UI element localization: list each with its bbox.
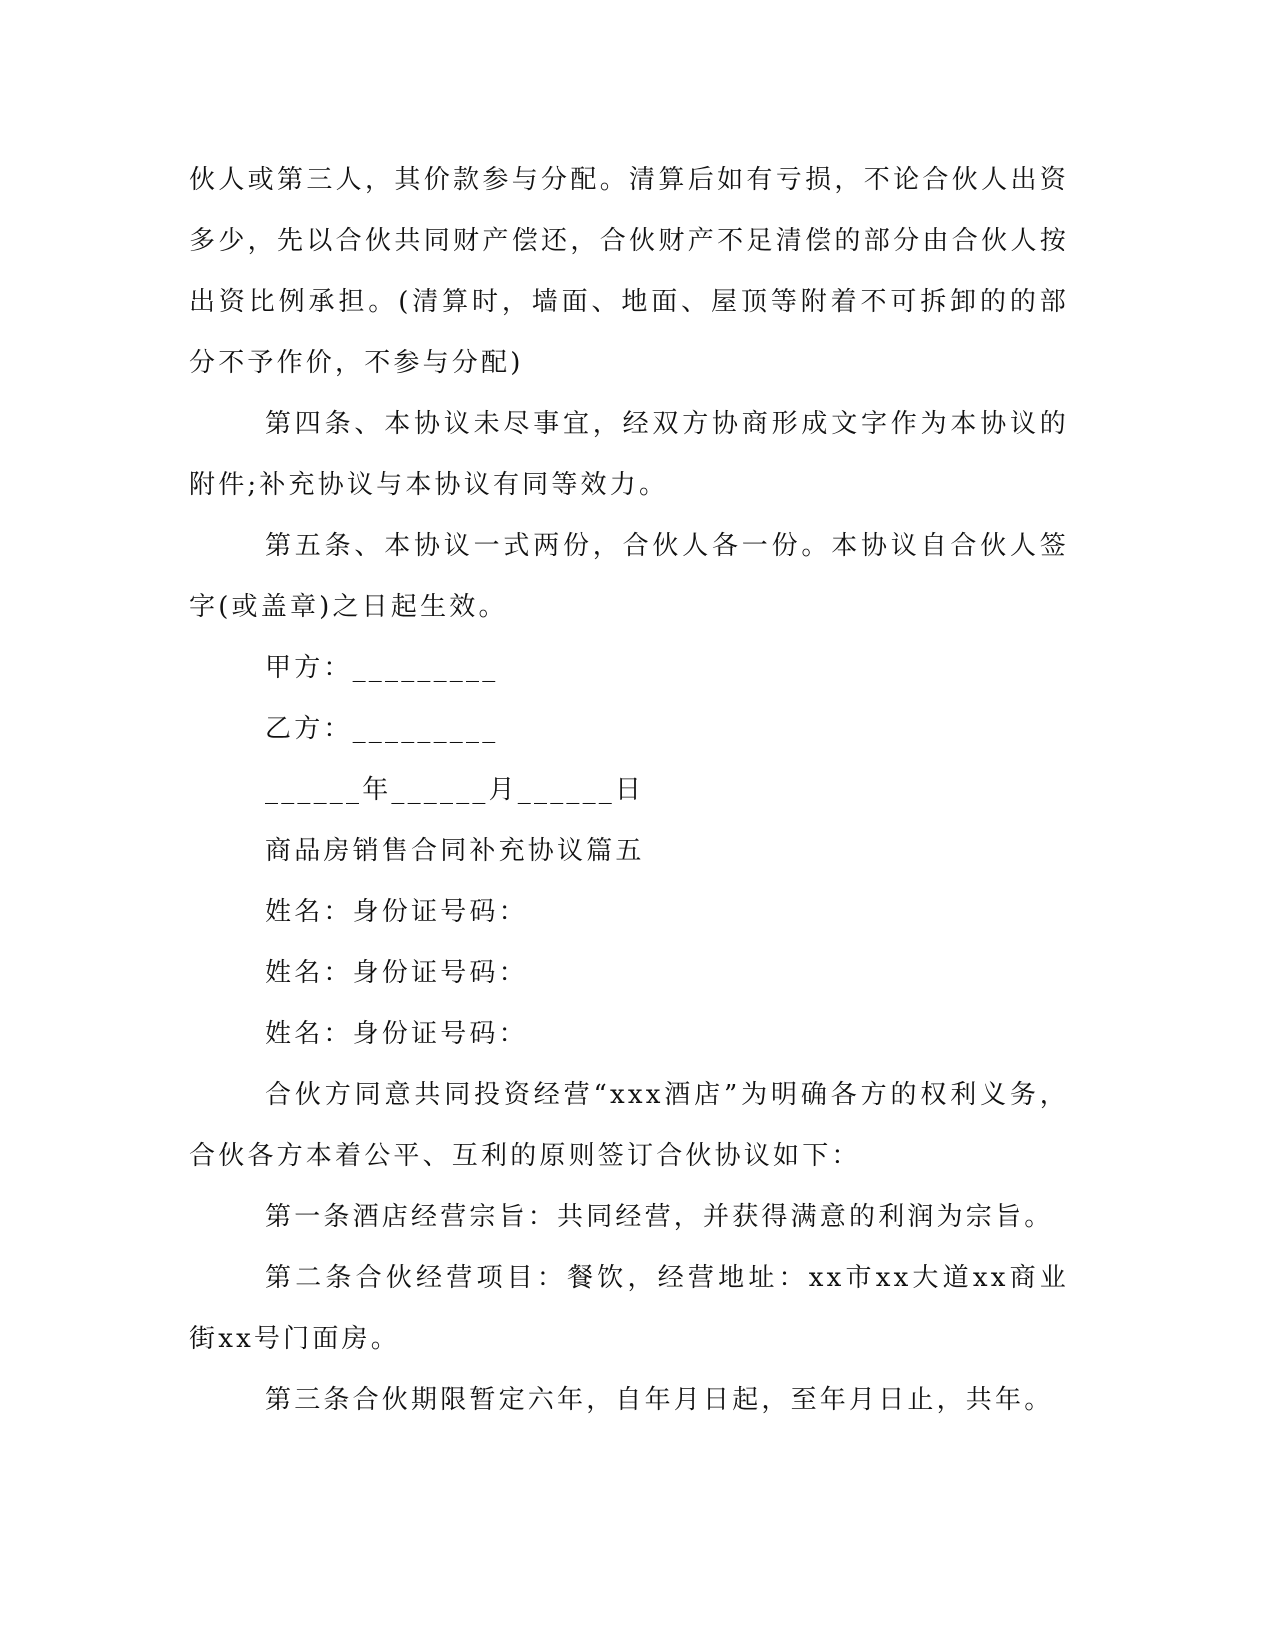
party-id-line-2: 姓名：身份证号码： bbox=[265, 958, 528, 988]
paragraph-article-2: 第二条合伙经营项目：餐饮，经营地址：xx市xx大道xx商业街xx号门面房。 bbox=[189, 1263, 1069, 1354]
signature-date: ______年______月______日 bbox=[265, 775, 645, 805]
paragraph-article-4: 第四条、本协议未尽事宜，经双方协商形成文字作为本协议的附件;补充协议与本协议有同等效力。 bbox=[189, 409, 1069, 500]
section-title: 商品房销售合同补充协议篇五 bbox=[265, 836, 645, 866]
party-id-line-1: 姓名：身份证号码： bbox=[265, 897, 528, 927]
document-body bbox=[189, 150, 1069, 1431]
paragraph-preamble: 合伙方同意共同投资经营“xxx酒店”为明确各方的权利义务，合伙各方本着公平、互利的原则签订合伙协议如下： bbox=[189, 1080, 1069, 1171]
party-id-line-3: 姓名：身份证号码： bbox=[265, 1019, 528, 1049]
paragraph-liquidation: 伙人或第三人，其价款参与分配。清算后如有亏损，不论合伙人出资多少，先以合伙共同财产偿还，合伙财产不足清偿的部分由合伙人按出资比例承担。(清算时，墙面、地面、屋顶等附着不可拆卸的的部分不予作价，不参与分配) bbox=[189, 165, 1069, 378]
signature-party-b: 乙方：_________ bbox=[265, 714, 499, 744]
paragraph-article-5: 第五条、本协议一式两份，合伙人各一份。本协议自合伙人签字(或盖章)之日起生效。 bbox=[189, 531, 1069, 622]
paragraph-article-3: 第三条合伙期限暂定六年，自年月日起，至年月日止，共年。 bbox=[265, 1385, 1054, 1415]
paragraph-article-1: 第一条酒店经营宗旨：共同经营，并获得满意的利润为宗旨。 bbox=[265, 1202, 1054, 1232]
signature-party-a: 甲方：_________ bbox=[265, 653, 499, 683]
